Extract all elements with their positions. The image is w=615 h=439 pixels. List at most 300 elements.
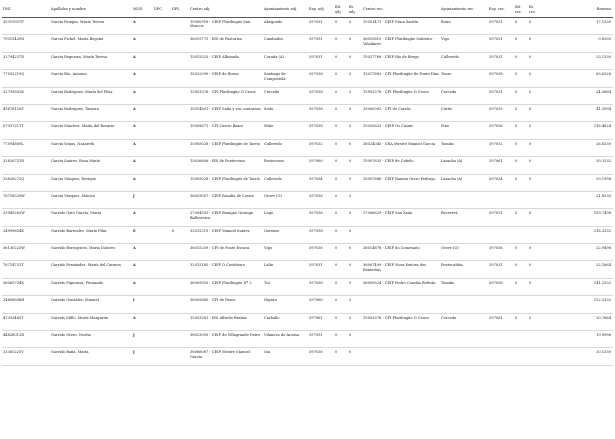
table-cell: 19,9996 [542, 331, 613, 348]
table-cell: 36003007 - CEIP Rosalía de Castro [189, 191, 263, 208]
table-cell: 0 [348, 348, 362, 365]
table-cell [514, 191, 528, 208]
table-row [2, 70, 613, 87]
table-cell [171, 331, 189, 348]
adjudication-table [2, 2, 613, 366]
table-cell: 122,3332 [542, 296, 613, 313]
table-cell: A [132, 157, 153, 174]
table-cell: Garrido Millo, María Margarita [50, 313, 132, 330]
table-cell: A [132, 209, 153, 226]
table-cell: 597031 [488, 52, 514, 69]
table-cell: 15022590 - CEIP de Roxos [189, 70, 263, 87]
table-cell: 0 [514, 139, 528, 156]
table-cell [440, 348, 488, 365]
table-row [2, 157, 613, 174]
table-cell: 0 [334, 191, 348, 208]
table-row [2, 139, 613, 156]
table-cell: 0 [348, 18, 362, 35]
table-cell: 0 [334, 226, 348, 243]
table-cell: 0 [348, 278, 362, 295]
table-cell: Garrido Figueiras, Fernando [50, 278, 132, 295]
table-cell: J [132, 331, 153, 348]
table-cell: García Vázquez, Enrique [50, 174, 132, 191]
table-cell: 15007635 - CEIP de Cubelo [362, 157, 440, 174]
table-cell: García Suárez, Rosa María [50, 157, 132, 174]
table-cell: 9,8330 [542, 35, 613, 52]
table-cell: 0 [334, 244, 348, 261]
table-cell [440, 191, 488, 208]
table-cell: A [132, 52, 153, 69]
table-cell: Laracha (A) [440, 157, 488, 174]
table-cell: 15017883 - CPI Plurilingüe de Fonte-Díaz [362, 70, 440, 87]
table-cell: 33365225Y [2, 348, 50, 365]
table-cell: Culleredo [440, 52, 488, 69]
table-cell: A [132, 70, 153, 87]
table-cell: 15015523 - CEIP Alborada [189, 52, 263, 69]
table-row [2, 261, 613, 278]
table-cell: 15005028 - CEIP Plurilingüe de Tarrío [189, 174, 263, 191]
table-cell [488, 331, 514, 348]
table-cell: 15900916 - CEIP Plurilingüe San Marcos [189, 18, 263, 35]
table-cell: García Rodríguez, Tamara [50, 104, 132, 121]
table-cell [153, 296, 171, 313]
table-cell [153, 331, 171, 348]
table-cell: 36007499 - CEIP Nosa Señora dos Remedios [362, 261, 440, 278]
table-cell [153, 139, 171, 156]
column-header: Baremo [542, 2, 613, 18]
table-cell: 0 [334, 296, 348, 313]
table-cell: Tomiño [440, 278, 488, 295]
table-cell: 218,3332 [542, 226, 613, 243]
table-cell: 0 [514, 209, 528, 226]
table-cell [153, 244, 171, 261]
table-cell [171, 70, 189, 87]
table-cell: 0 [334, 52, 348, 69]
table-cell: Coruña (A) [263, 52, 308, 69]
table-cell: 0 [348, 122, 362, 139]
table-cell: 21,8330 [542, 191, 613, 208]
table-cell: 0 [334, 261, 348, 278]
table-cell: Garrido Fernández, María del Carmen [50, 261, 132, 278]
table-cell: 597061 [308, 313, 334, 330]
table-cell: 0 [334, 174, 348, 191]
table-cell: 0 [528, 122, 542, 139]
table-cell: 39,3332 [542, 157, 613, 174]
table-row [2, 191, 613, 208]
table-cell: Ourense [263, 226, 308, 243]
table-cell [153, 226, 171, 243]
table-cell: 77592219Q [2, 70, 50, 87]
table-cell: 0 [348, 226, 362, 243]
column-header: Centro rec. [362, 2, 440, 18]
table-cell: 0 [514, 157, 528, 174]
table-cell: 0 [514, 87, 528, 104]
table-cell: García Vázquez, Mónica [50, 191, 132, 208]
table-cell: 17,1330 [542, 18, 613, 35]
table-cell: Touro [440, 70, 488, 87]
table-cell [153, 261, 171, 278]
table-cell: García Pichel, María Begoña [50, 35, 132, 52]
table-cell: 0 [334, 313, 348, 330]
table-cell: 0 [528, 278, 542, 295]
table-cell: 41,3994 [542, 104, 613, 121]
table-row [2, 296, 613, 313]
table-row [2, 331, 613, 348]
table-cell: Grove (O) [440, 244, 488, 261]
table-cell: A [132, 139, 153, 156]
table-cell [153, 348, 171, 365]
table-cell: E [132, 226, 153, 243]
table-cell: 0 [514, 18, 528, 35]
table-cell: 0 [348, 52, 362, 69]
table-cell: 0 [514, 122, 528, 139]
table-cell: 0 [334, 331, 348, 348]
table-cell [488, 296, 514, 313]
table-cell: 47355465T [2, 313, 50, 330]
table-cell: Miño [263, 122, 308, 139]
table-cell: 36065754X [2, 278, 50, 295]
table-cell: 36005865 - CPI de Pazos [189, 296, 263, 313]
table-cell [440, 296, 488, 313]
table-cell: Cerceda [440, 313, 488, 330]
table-cell [528, 331, 542, 348]
table-cell: 0 [514, 35, 528, 52]
table-cell: 0 [528, 174, 542, 191]
column-header: Bi. adj. [348, 2, 362, 18]
table-cell: Vilanova de Arousa [263, 331, 308, 348]
table-cell [171, 278, 189, 295]
table-cell: 141,2332 [542, 278, 613, 295]
table-cell: A [132, 87, 153, 104]
table-cell: 36009955 - CEIP Plurilingüe Nº 2 [189, 278, 263, 295]
table-cell: 83,6328 [542, 70, 613, 87]
table-cell: 0 [514, 261, 528, 278]
table-cell: 0 [528, 104, 542, 121]
table-cell: 0 [528, 209, 542, 226]
table-cell: Grove (O) [263, 191, 308, 208]
table-cell: 36019775 - IES de Pastoriza [189, 35, 263, 52]
table-cell: 35319957F [2, 18, 50, 35]
table-cell: 15903376 - CPI Plurilingüe O Cruce [362, 87, 440, 104]
table-cell: 0 [528, 35, 542, 52]
table-row [2, 87, 613, 104]
table-cell: 597036 [308, 348, 334, 365]
table-cell: 597038 [308, 70, 334, 87]
table-cell: 36130223W [2, 244, 50, 261]
table-cell: Culleredo [263, 139, 308, 156]
table-cell: 15003581 - IES Alfredo Brañas [189, 313, 263, 330]
table-cell: 597060 [308, 296, 334, 313]
table-cell: 0 [334, 70, 348, 87]
table-cell [171, 139, 189, 156]
table-cell [171, 209, 189, 226]
table-cell: 597061 [488, 157, 514, 174]
table-cell: 15025633 - CEIP Os Casais [362, 122, 440, 139]
table-row [2, 104, 613, 121]
column-header: Centro adj. [189, 2, 263, 18]
table-cell [362, 296, 440, 313]
table-cell: 597032 [488, 139, 514, 156]
table-cell: 0 [334, 278, 348, 295]
table-cell: 15026606 - IES de Pontecesso [189, 157, 263, 174]
table-cell [171, 18, 189, 35]
table-cell: 597034 [308, 174, 334, 191]
table-cell: 22,9498 [542, 244, 613, 261]
table-cell: Curtis [440, 104, 488, 121]
table-row [2, 244, 613, 261]
table-cell: 0 [528, 70, 542, 87]
table-cell: 34999654X [2, 226, 50, 243]
table-cell: J [132, 191, 153, 208]
table-cell: Tui [263, 278, 308, 295]
table-cell: 597035 [488, 104, 514, 121]
table-cell: 27006629 - CEIP San Xoán [362, 209, 440, 226]
table-cell: 0 [514, 52, 528, 69]
table-cell: 0 [334, 122, 348, 139]
table-row [2, 122, 613, 139]
table-cell: 0 [514, 174, 528, 191]
table-cell: Pino [440, 122, 488, 139]
table-cell [171, 35, 189, 52]
table-cell [171, 52, 189, 69]
table-cell: 33826272Q [2, 174, 50, 191]
table-cell: 15903376 - CPI Plurilingüe O Cruce [189, 87, 263, 104]
table-cell: A [132, 104, 153, 121]
table-cell: 0 [348, 35, 362, 52]
table-cell: 0 [334, 87, 348, 104]
table-cell [514, 296, 528, 313]
table-cell: 597038 [488, 278, 514, 295]
table-cell: 0 [348, 104, 362, 121]
table-cell: 79315420N [2, 35, 50, 52]
table-cell: 597032 [308, 139, 334, 156]
table-cell: 29,1998 [542, 174, 613, 191]
table-cell [153, 87, 171, 104]
table-cell [171, 261, 189, 278]
table-cell: 597031 [488, 261, 514, 278]
table-cell [153, 52, 171, 69]
table-cell: Garrido Otero, Noelia [50, 331, 132, 348]
table-cell: 597038 [308, 226, 334, 243]
table-row [2, 174, 613, 191]
table-cell: S [171, 226, 189, 243]
table-cell: 0 [334, 35, 348, 52]
table-cell: 0 [348, 313, 362, 330]
table-cell: 0 [348, 296, 362, 313]
table-cell [153, 278, 171, 295]
table-cell: García Río, Antonio [50, 70, 132, 87]
table-cell: 0 [528, 244, 542, 261]
table-cell: 159,7498 [542, 209, 613, 226]
table-cell: Garrido Baña, María [50, 348, 132, 365]
table-cell: 0 [514, 244, 528, 261]
table-cell: 23,1330 [542, 52, 613, 69]
table-cell [171, 157, 189, 174]
table-cell: Laracha (A) [440, 174, 488, 191]
table-cell: 15027768 - CEIP Río de Bergo [362, 52, 440, 69]
table-cell: 26,8330 [542, 139, 613, 156]
table-cell [153, 191, 171, 208]
table-cell: 597031 [308, 261, 334, 278]
table-cell: Cambados [263, 35, 308, 52]
table-cell [171, 191, 189, 208]
table-row [2, 313, 613, 330]
column-header: Ayuntamiento rec. [440, 2, 488, 18]
table-cell: Garrido González, Manuel [50, 296, 132, 313]
table-cell: 32793852K [2, 87, 50, 104]
table-cell: 15065902 - CPI do Currás [362, 104, 440, 121]
table-row [2, 226, 613, 243]
table-cell: 32826751N [2, 157, 50, 174]
table-cell [440, 331, 488, 348]
table-cell: Boiro [440, 18, 488, 35]
table-cell: 15009671 - CPI Castro Baxoi [189, 122, 263, 139]
table-cell: García Rodríguez, María del Pilar [50, 87, 132, 104]
table-cell: 0 [528, 52, 542, 69]
table-cell: Sada [263, 104, 308, 121]
table-cell: 0 [348, 87, 362, 104]
column-header: DPC [153, 2, 171, 18]
table-cell: García Pampin, María Teresa [50, 18, 132, 35]
column-header: Esp. rec. [488, 2, 514, 18]
table-cell: 597038 [308, 278, 334, 295]
table-cell [528, 296, 542, 313]
table-cell [171, 296, 189, 313]
table-cell: Garrido Barreales, María Pilar [50, 226, 132, 243]
column-header: Ayuntamiento adj. [263, 2, 308, 18]
table-cell: 597034 [488, 174, 514, 191]
table-cell: 0 [348, 331, 362, 348]
table-cell: Culleredo [263, 174, 308, 191]
table-cell [171, 122, 189, 139]
table-cell: Lugo [263, 209, 308, 226]
table-cell: Abegondo [263, 18, 308, 35]
table-cell: 0 [514, 70, 528, 87]
table-cell: 76714752T [2, 261, 50, 278]
table-cell: 597038 [488, 70, 514, 87]
table-cell: A [132, 35, 153, 52]
table-cell: 34608898H [2, 296, 50, 313]
table-cell: 116,4824 [542, 122, 613, 139]
column-header: Bil. adj. [334, 2, 348, 18]
table-row [2, 278, 613, 295]
table-cell: 0 [334, 348, 348, 365]
table-cell: Vigo [440, 35, 488, 52]
column-header: Esp. adj. [308, 2, 334, 18]
table-cell [528, 191, 542, 208]
table-cell [488, 348, 514, 365]
table-cell: 0 [334, 157, 348, 174]
table-cell: 0 [334, 104, 348, 121]
table-cell: 0 [514, 278, 528, 295]
column-header: Bi. rec. [528, 2, 542, 18]
table-cell: 0 [348, 174, 362, 191]
table-cell: 597031 [308, 52, 334, 69]
table-cell: 0 [528, 18, 542, 35]
table-cell: 0 [528, 139, 542, 156]
table-row [2, 18, 613, 35]
table-cell: Tomiño [440, 139, 488, 156]
table-cell: 0 [348, 209, 362, 226]
table-cell: 597036 [308, 244, 334, 261]
table-cell: 0 [334, 209, 348, 226]
table-cell [171, 348, 189, 365]
table-cell: García Sánchez, María del Rosario [50, 122, 132, 139]
table-cell: Pontecaldas [440, 261, 488, 278]
table-cell [153, 313, 171, 330]
table-cell: A [132, 244, 153, 261]
table-cell: 15903376 - CPI Plurilingüe O Cruce [362, 313, 440, 330]
table-cell [153, 35, 171, 52]
table-cell: 597038 [308, 122, 334, 139]
table-cell: A [132, 261, 153, 278]
table-cell: 32794237D [2, 52, 50, 69]
table-cell [171, 244, 189, 261]
column-header: DNI [2, 2, 50, 18]
column-header: MOD [132, 2, 153, 18]
table-cell: Pontecesso [263, 157, 308, 174]
table-cell: 597031 [308, 18, 334, 35]
table-cell: 0 [348, 191, 362, 208]
table-cell: Lalín [263, 261, 308, 278]
table-cell [362, 191, 440, 208]
table-cell: 0 [348, 70, 362, 87]
table-cell: A [132, 278, 153, 295]
table-cell [488, 191, 514, 208]
table-cell: 597036 [488, 244, 514, 261]
table-cell: 45676120Z [2, 104, 50, 121]
table-row [2, 209, 613, 226]
table-cell: 0 [334, 18, 348, 35]
table-cell: 597038 [308, 104, 334, 121]
table-cell: 597031 [488, 35, 514, 52]
table-cell [362, 226, 440, 243]
table-cell: 76718529W [2, 191, 50, 208]
table-cell [171, 313, 189, 330]
column-header: Apellidos y nombre [50, 2, 132, 18]
table-cell: 0 [348, 244, 362, 261]
table-cell [153, 122, 171, 139]
table-cell: Cerceda [440, 87, 488, 104]
table-cell: Garrido Borrajeiros, María Dolores [50, 244, 132, 261]
table-cell: 597036 [488, 122, 514, 139]
table-cell: Santiago de Compostela [263, 70, 308, 87]
table-cell: 36015259 - CPI de Fonte Escura [189, 244, 263, 261]
table-cell: 0 [528, 261, 542, 278]
table-cell [171, 87, 189, 104]
table-cell [171, 104, 189, 121]
table-cell: 15005028 - CEIP Plurilingüe de Tarrío [189, 139, 263, 156]
table-cell: 07037211T [2, 122, 50, 139]
table-cell: 36014878 - CEIP do Comesaño [362, 244, 440, 261]
table-cell: 0 [348, 261, 362, 278]
table-cell: 0 [528, 157, 542, 174]
table-cell: García Regueira, María Teresa [50, 52, 132, 69]
table-cell: I [132, 296, 153, 313]
table-cell: A [132, 174, 153, 191]
table-cell: 597036 [308, 191, 334, 208]
table-cell [488, 226, 514, 243]
table-cell: 44828012R [2, 331, 50, 348]
table-cell: 0 [514, 313, 528, 330]
table-row [2, 52, 613, 69]
table-cell: 36013059 - CEIP de Villagrande-Deiro [189, 331, 263, 348]
column-header: Bil. rec. [514, 2, 528, 18]
table-cell [171, 174, 189, 191]
table-cell: 0 [348, 139, 362, 156]
table-cell: 33949263W [2, 209, 50, 226]
table-cell: Vigo [263, 244, 308, 261]
